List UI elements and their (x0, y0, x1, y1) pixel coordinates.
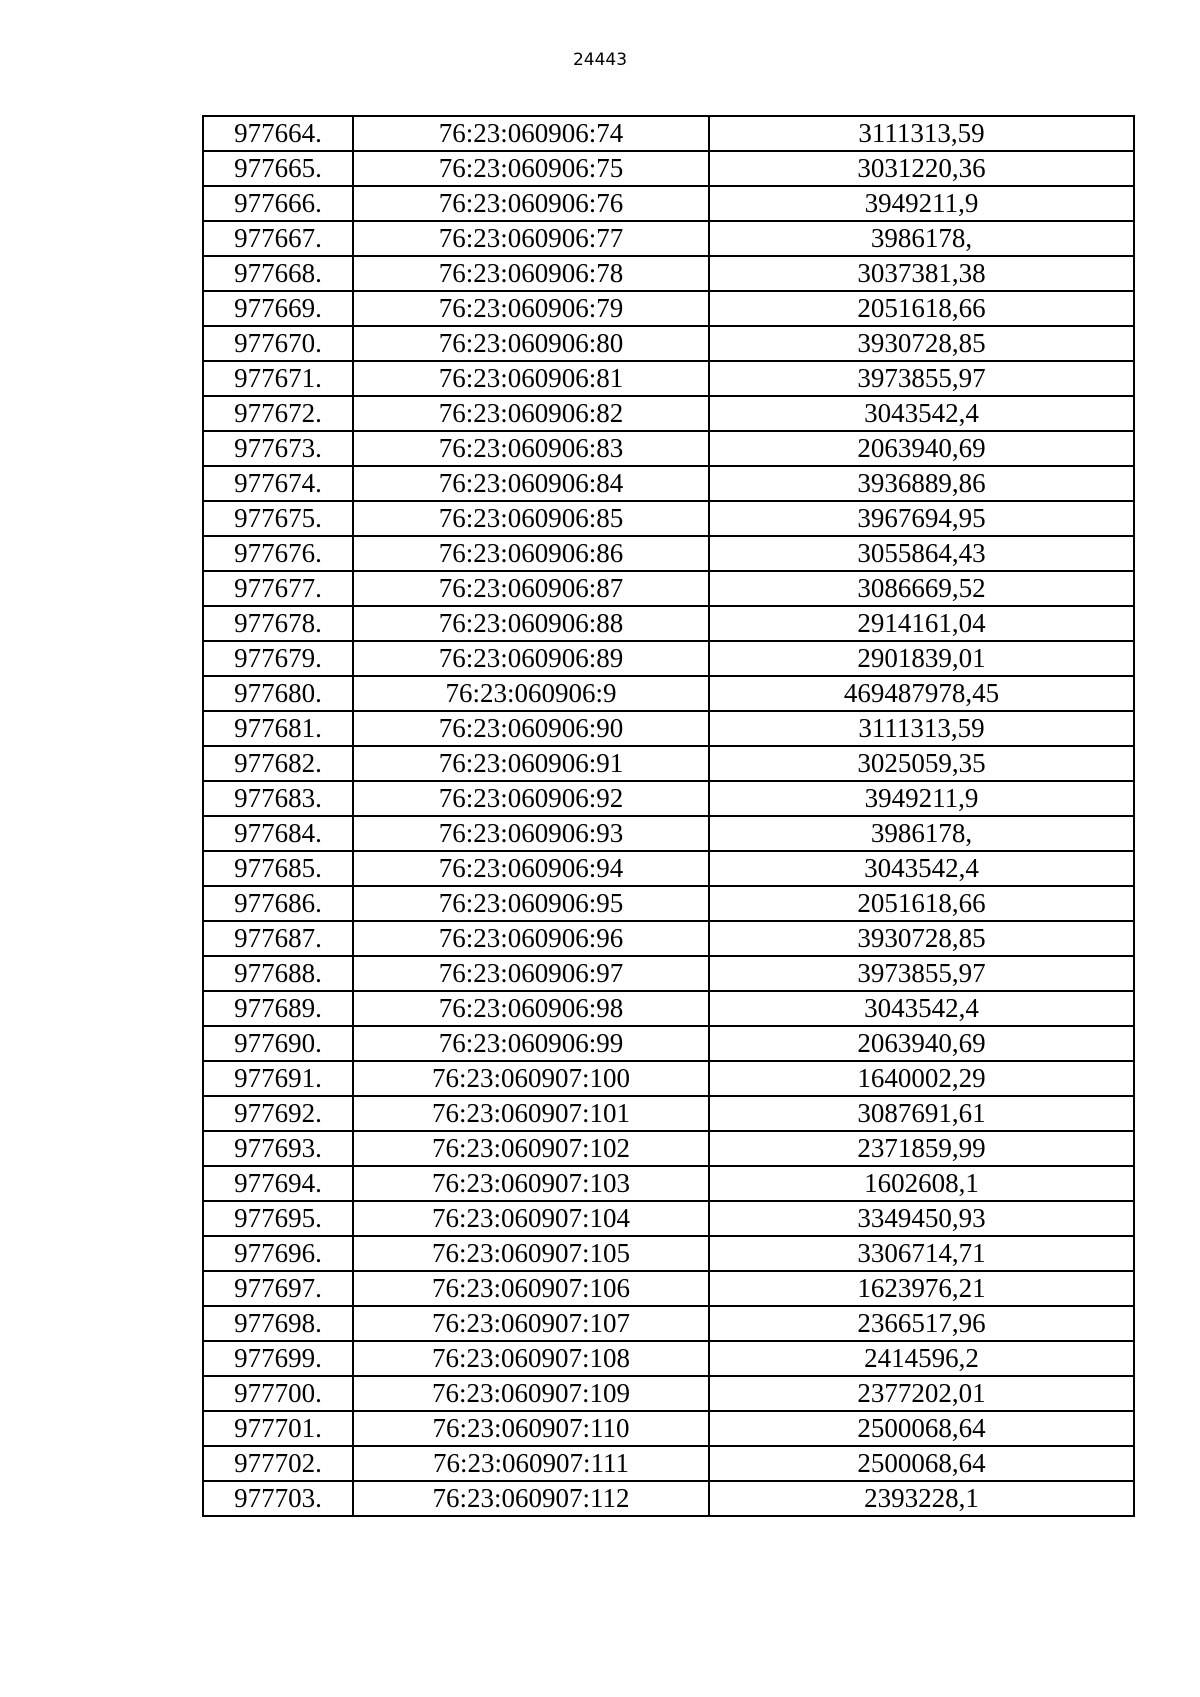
cadastral-number-cell: 76:23:060907:105 (353, 1236, 709, 1271)
row-number-cell: 977703. (203, 1481, 353, 1516)
value-cell: 2051618,66 (709, 886, 1134, 921)
cadastral-number-cell: 76:23:060906:91 (353, 746, 709, 781)
value-cell: 2366517,96 (709, 1306, 1134, 1341)
value-cell: 469487978,45 (709, 676, 1134, 711)
cadastral-table-wrapper (202, 115, 1135, 1517)
row-number-cell: 977679. (203, 641, 353, 676)
table-row (203, 151, 1134, 186)
table-row (203, 1306, 1134, 1341)
table-row (203, 501, 1134, 536)
cadastral-number-cell: 76:23:060906:79 (353, 291, 709, 326)
value-cell: 3349450,93 (709, 1201, 1134, 1236)
row-number-cell: 977697. (203, 1271, 353, 1306)
value-cell: 3031220,36 (709, 151, 1134, 186)
value-cell: 1623976,21 (709, 1271, 1134, 1306)
row-number-cell: 977702. (203, 1446, 353, 1481)
cadastral-number-cell: 76:23:060907:104 (353, 1201, 709, 1236)
table-row (203, 676, 1134, 711)
table-row (203, 886, 1134, 921)
value-cell: 3973855,97 (709, 956, 1134, 991)
row-number-cell: 977674. (203, 466, 353, 501)
table-row (203, 781, 1134, 816)
row-number-cell: 977681. (203, 711, 353, 746)
row-number-cell: 977664. (203, 116, 353, 151)
row-number-cell: 977683. (203, 781, 353, 816)
cadastral-number-cell: 76:23:060906:97 (353, 956, 709, 991)
table-row (203, 186, 1134, 221)
cadastral-number-cell: 76:23:060906:9 (353, 676, 709, 711)
cadastral-number-cell: 76:23:060906:80 (353, 326, 709, 361)
row-number-cell: 977678. (203, 606, 353, 641)
table-row (203, 1096, 1134, 1131)
table-row (203, 1271, 1134, 1306)
table-row (203, 291, 1134, 326)
cadastral-number-cell: 76:23:060906:98 (353, 991, 709, 1026)
table-row (203, 1411, 1134, 1446)
value-cell: 3967694,95 (709, 501, 1134, 536)
cadastral-number-cell: 76:23:060906:85 (353, 501, 709, 536)
cadastral-number-cell: 76:23:060906:96 (353, 921, 709, 956)
row-number-cell: 977669. (203, 291, 353, 326)
cadastral-number-cell: 76:23:060907:107 (353, 1306, 709, 1341)
value-cell: 2377202,01 (709, 1376, 1134, 1411)
table-row (203, 1446, 1134, 1481)
table-row (203, 116, 1134, 151)
cadastral-number-cell: 76:23:060906:94 (353, 851, 709, 886)
value-cell: 3087691,61 (709, 1096, 1134, 1131)
row-number-cell: 977686. (203, 886, 353, 921)
value-cell: 2914161,04 (709, 606, 1134, 641)
value-cell: 3973855,97 (709, 361, 1134, 396)
cadastral-number-cell: 76:23:060906:99 (353, 1026, 709, 1061)
value-cell: 2393228,1 (709, 1481, 1134, 1516)
cadastral-number-cell: 76:23:060906:74 (353, 116, 709, 151)
table-row (203, 256, 1134, 291)
value-cell: 3037381,38 (709, 256, 1134, 291)
row-number-cell: 977685. (203, 851, 353, 886)
value-cell: 3043542,4 (709, 396, 1134, 431)
value-cell: 2371859,99 (709, 1131, 1134, 1166)
value-cell: 3306714,71 (709, 1236, 1134, 1271)
value-cell: 2063940,69 (709, 1026, 1134, 1061)
table-row (203, 1201, 1134, 1236)
cadastral-number-cell: 76:23:060906:90 (353, 711, 709, 746)
cadastral-number-cell: 76:23:060906:86 (353, 536, 709, 571)
table-row (203, 746, 1134, 781)
row-number-cell: 977689. (203, 991, 353, 1026)
value-cell: 3949211,9 (709, 186, 1134, 221)
table-row (203, 361, 1134, 396)
row-number-cell: 977698. (203, 1306, 353, 1341)
table-row (203, 851, 1134, 886)
row-number-cell: 977680. (203, 676, 353, 711)
cadastral-number-cell: 76:23:060906:89 (353, 641, 709, 676)
table-row (203, 1166, 1134, 1201)
value-cell: 3986178, (709, 221, 1134, 256)
row-number-cell: 977666. (203, 186, 353, 221)
table-row (203, 396, 1134, 431)
cadastral-number-cell: 76:23:060906:83 (353, 431, 709, 466)
value-cell: 3043542,4 (709, 851, 1134, 886)
value-cell: 2500068,64 (709, 1446, 1134, 1481)
table-row (203, 571, 1134, 606)
value-cell: 3086669,52 (709, 571, 1134, 606)
table-row (203, 711, 1134, 746)
row-number-cell: 977671. (203, 361, 353, 396)
table-row (203, 641, 1134, 676)
row-number-cell: 977673. (203, 431, 353, 466)
cadastral-number-cell: 76:23:060906:81 (353, 361, 709, 396)
row-number-cell: 977675. (203, 501, 353, 536)
row-number-cell: 977692. (203, 1096, 353, 1131)
value-cell: 3930728,85 (709, 921, 1134, 956)
cadastral-number-cell: 76:23:060906:78 (353, 256, 709, 291)
table-row (203, 816, 1134, 851)
row-number-cell: 977690. (203, 1026, 353, 1061)
row-number-cell: 977684. (203, 816, 353, 851)
table-row (203, 1376, 1134, 1411)
cadastral-number-cell: 76:23:060906:88 (353, 606, 709, 641)
cadastral-number-cell: 76:23:060906:77 (353, 221, 709, 256)
table-body (203, 116, 1134, 1516)
row-number-cell: 977687. (203, 921, 353, 956)
table-row (203, 1026, 1134, 1061)
row-number-cell: 977665. (203, 151, 353, 186)
row-number-cell: 977672. (203, 396, 353, 431)
table-row (203, 1131, 1134, 1166)
table-row (203, 1061, 1134, 1096)
cadastral-number-cell: 76:23:060907:106 (353, 1271, 709, 1306)
row-number-cell: 977667. (203, 221, 353, 256)
value-cell: 2500068,64 (709, 1411, 1134, 1446)
cadastral-number-cell: 76:23:060906:93 (353, 816, 709, 851)
table-row (203, 221, 1134, 256)
row-number-cell: 977691. (203, 1061, 353, 1096)
value-cell: 3986178, (709, 816, 1134, 851)
cadastral-number-cell: 76:23:060907:111 (353, 1446, 709, 1481)
value-cell: 3936889,86 (709, 466, 1134, 501)
value-cell: 2051618,66 (709, 291, 1134, 326)
row-number-cell: 977677. (203, 571, 353, 606)
table-row (203, 921, 1134, 956)
row-number-cell: 977682. (203, 746, 353, 781)
row-number-cell: 977695. (203, 1201, 353, 1236)
value-cell: 2414596,2 (709, 1341, 1134, 1376)
table-row (203, 991, 1134, 1026)
cadastral-number-cell: 76:23:060907:109 (353, 1376, 709, 1411)
table-row (203, 1341, 1134, 1376)
value-cell: 3111313,59 (709, 116, 1134, 151)
table-row (203, 1236, 1134, 1271)
row-number-cell: 977670. (203, 326, 353, 361)
cadastral-number-cell: 76:23:060906:95 (353, 886, 709, 921)
cadastral-number-cell: 76:23:060906:75 (353, 151, 709, 186)
page-number: 24443 (572, 50, 628, 70)
row-number-cell: 977699. (203, 1341, 353, 1376)
table-row (203, 431, 1134, 466)
row-number-cell: 977688. (203, 956, 353, 991)
cadastral-number-cell: 76:23:060907:100 (353, 1061, 709, 1096)
cadastral-table (202, 115, 1135, 1517)
cadastral-number-cell: 76:23:060907:110 (353, 1411, 709, 1446)
row-number-cell: 977668. (203, 256, 353, 291)
value-cell: 2901839,01 (709, 641, 1134, 676)
value-cell: 3055864,43 (709, 536, 1134, 571)
cadastral-number-cell: 76:23:060907:101 (353, 1096, 709, 1131)
table-row (203, 956, 1134, 991)
value-cell: 2063940,69 (709, 431, 1134, 466)
value-cell: 1602608,1 (709, 1166, 1134, 1201)
table-row (203, 1481, 1134, 1516)
row-number-cell: 977694. (203, 1166, 353, 1201)
cadastral-number-cell: 76:23:060906:76 (353, 186, 709, 221)
table-row (203, 466, 1134, 501)
table-row (203, 326, 1134, 361)
value-cell: 3949211,9 (709, 781, 1134, 816)
cadastral-number-cell: 76:23:060906:87 (353, 571, 709, 606)
row-number-cell: 977696. (203, 1236, 353, 1271)
cadastral-number-cell: 76:23:060907:112 (353, 1481, 709, 1516)
cadastral-number-cell: 76:23:060906:92 (353, 781, 709, 816)
table-row (203, 606, 1134, 641)
cadastral-number-cell: 76:23:060907:103 (353, 1166, 709, 1201)
value-cell: 3025059,35 (709, 746, 1134, 781)
row-number-cell: 977693. (203, 1131, 353, 1166)
value-cell: 1640002,29 (709, 1061, 1134, 1096)
value-cell: 3111313,59 (709, 711, 1134, 746)
cadastral-number-cell: 76:23:060907:108 (353, 1341, 709, 1376)
row-number-cell: 977700. (203, 1376, 353, 1411)
row-number-cell: 977676. (203, 536, 353, 571)
value-cell: 3930728,85 (709, 326, 1134, 361)
row-number-cell: 977701. (203, 1411, 353, 1446)
cadastral-number-cell: 76:23:060906:82 (353, 396, 709, 431)
table-row (203, 536, 1134, 571)
cadastral-number-cell: 76:23:060907:102 (353, 1131, 709, 1166)
value-cell: 3043542,4 (709, 991, 1134, 1026)
cadastral-number-cell: 76:23:060906:84 (353, 466, 709, 501)
